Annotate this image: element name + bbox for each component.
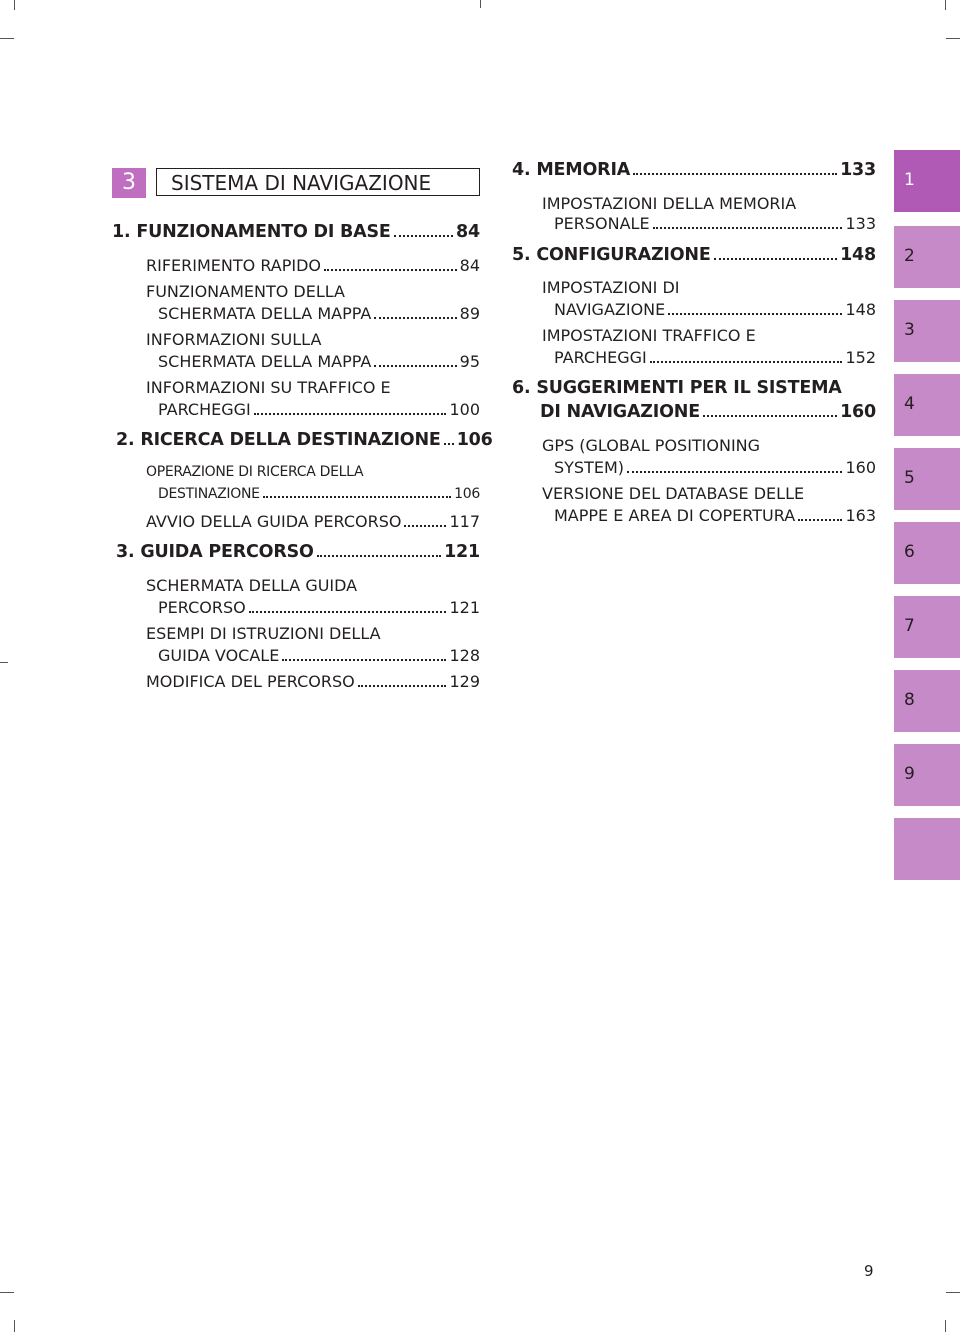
- toc-leader: [650, 361, 843, 363]
- toc-leader: [358, 685, 447, 687]
- toc-label: 5. CONFIGURAZIONE: [512, 245, 711, 265]
- crop-mark: [945, 1320, 946, 1332]
- toc-leader: [444, 443, 454, 445]
- toc-leader: [714, 258, 837, 260]
- toc-entry[interactable]: [158, 304, 480, 323]
- toc-page: 84: [459, 256, 480, 275]
- section-number: 3: [112, 168, 146, 198]
- toc-leader: [703, 415, 837, 417]
- toc-entry-line1: IMPOSTAZIONI DI: [542, 278, 680, 297]
- toc-entry[interactable]: [146, 512, 480, 531]
- crop-mark: [946, 38, 960, 39]
- chapter-tab-7[interactable]: [894, 596, 960, 658]
- toc-page: 84: [456, 222, 480, 242]
- toc-page: 163: [845, 506, 876, 525]
- toc-entry[interactable]: [158, 352, 480, 371]
- toc-entry-line1: INFORMAZIONI SU TRAFFICO E: [146, 378, 391, 397]
- toc-page: 148: [840, 245, 876, 265]
- toc-page: 160: [840, 402, 876, 422]
- toc-entry[interactable]: [158, 598, 480, 617]
- chapter-tab-6[interactable]: [894, 522, 960, 584]
- chapter-tab-5[interactable]: [894, 448, 960, 510]
- chapter-tab-1[interactable]: [894, 150, 960, 212]
- toc-label: DESTINAZIONE: [158, 486, 260, 502]
- toc-chapter-6[interactable]: [540, 402, 876, 422]
- toc-entry-line1: SCHERMATA DELLA GUIDA: [146, 576, 358, 595]
- toc-leader: [633, 173, 837, 175]
- toc-entry[interactable]: [554, 458, 876, 477]
- toc-label: SCHERMATA DELLA MAPPA: [158, 304, 372, 323]
- toc-chapter-2[interactable]: [116, 430, 493, 450]
- toc-leader: [668, 313, 842, 315]
- toc-chapter-6-line1: 6. SUGGERIMENTI PER IL SISTEMA: [512, 378, 842, 398]
- toc-entry[interactable]: [158, 646, 480, 665]
- toc-page: 133: [840, 160, 876, 180]
- toc-leader: [254, 413, 447, 415]
- toc-label: PARCHEGGI: [554, 348, 647, 367]
- crop-mark: [14, 1320, 15, 1332]
- tab-label: 5: [904, 468, 915, 488]
- toc-entry-line1: GPS (GLOBAL POSITIONING: [542, 436, 761, 455]
- toc-page: 106: [454, 486, 480, 502]
- toc-leader: [798, 519, 842, 521]
- tab-label: 3: [904, 320, 915, 340]
- section-title: SISTEMA DI NAVIGAZIONE: [156, 168, 480, 196]
- tab-label: 4: [904, 394, 915, 414]
- toc-label: NAVIGAZIONE: [554, 300, 666, 319]
- toc-chapter-3[interactable]: [116, 542, 480, 562]
- toc-page: 89: [459, 304, 480, 323]
- toc-label: MAPPE E AREA DI COPERTURA: [554, 506, 796, 525]
- crop-mark: [0, 1292, 14, 1293]
- toc-entry[interactable]: [554, 214, 876, 233]
- toc-label: PERCORSO: [158, 598, 246, 617]
- chapter-tab-9[interactable]: [894, 744, 960, 806]
- toc-entry[interactable]: [554, 300, 876, 319]
- crop-mark: [14, 0, 15, 10]
- toc-entry-line1: OPERAZIONE DI RICERCA DELLA: [146, 464, 364, 480]
- crop-mark: [945, 0, 946, 10]
- toc-entry[interactable]: [158, 486, 480, 502]
- toc-page: 148: [845, 300, 876, 319]
- toc-page: 117: [449, 512, 480, 531]
- toc-leader: [317, 555, 441, 557]
- toc-chapter-1[interactable]: [112, 222, 480, 242]
- toc-leader: [249, 611, 447, 613]
- toc-entry-line1: VERSIONE DEL DATABASE DELLE: [542, 484, 805, 503]
- toc-label: DI NAVIGAZIONE: [540, 402, 700, 422]
- chapter-tab-8[interactable]: [894, 670, 960, 732]
- toc-page: 106: [456, 430, 493, 450]
- tab-label: 8: [904, 690, 915, 710]
- toc-label: 1. FUNZIONAMENTO DI BASE: [112, 222, 391, 242]
- toc-leader: [324, 269, 457, 271]
- toc-page: 121: [444, 542, 480, 562]
- toc-entry[interactable]: [146, 672, 480, 691]
- toc-entry-line1: IMPOSTAZIONI TRAFFICO E: [542, 326, 756, 345]
- toc-entry[interactable]: [158, 400, 480, 419]
- crop-mark: [480, 0, 481, 8]
- chapter-tab-2[interactable]: [894, 226, 960, 288]
- toc-page: 100: [449, 400, 480, 419]
- crop-mark: [0, 38, 14, 39]
- chapter-tab-index[interactable]: [894, 818, 960, 880]
- toc-page: 152: [845, 348, 876, 367]
- tab-label: 6: [904, 542, 915, 562]
- toc-label: SYSTEM): [554, 458, 625, 477]
- page-number: 9: [864, 1262, 874, 1280]
- toc-page: 95: [459, 352, 480, 371]
- toc-leader: [404, 525, 446, 527]
- toc-leader: [394, 235, 453, 237]
- crop-mark: [0, 662, 8, 663]
- toc-label: RIFERIMENTO RAPIDO: [146, 256, 322, 275]
- toc-entry-line1: FUNZIONAMENTO DELLA: [146, 282, 345, 301]
- toc-label: 4. MEMORIA: [512, 160, 631, 180]
- toc-label: 2. RICERCA DELLA DESTINAZIONE: [116, 430, 441, 450]
- toc-chapter-4[interactable]: [512, 160, 876, 180]
- toc-label: GUIDA VOCALE: [158, 646, 280, 665]
- tab-label: 7: [904, 616, 915, 636]
- section-header: [112, 168, 480, 198]
- toc-entry[interactable]: [554, 506, 876, 525]
- toc-chapter-5[interactable]: [512, 245, 876, 265]
- toc-leader: [263, 496, 451, 498]
- crop-mark: [946, 1292, 960, 1293]
- toc-entry[interactable]: [554, 348, 876, 367]
- toc-leader: [374, 317, 456, 319]
- toc-label: SCHERMATA DELLA MAPPA: [158, 352, 372, 371]
- toc-page: 121: [449, 598, 480, 617]
- toc-label: AVVIO DELLA GUIDA PERCORSO: [146, 512, 402, 531]
- toc-page: 129: [449, 672, 480, 691]
- tab-label: 1: [904, 170, 915, 190]
- chapter-tab-3[interactable]: [894, 300, 960, 362]
- toc-leader: [627, 471, 842, 473]
- toc-entry-line1: ESEMPI DI ISTRUZIONI DELLA: [146, 624, 381, 643]
- toc-entry-line1: IMPOSTAZIONI DELLA MEMORIA: [542, 194, 797, 213]
- toc-entry[interactable]: [146, 256, 480, 275]
- toc-leader: [282, 659, 446, 661]
- toc-leader: [653, 227, 843, 229]
- toc-label: 3. GUIDA PERCORSO: [116, 542, 314, 562]
- tab-label: 9: [904, 764, 915, 784]
- toc-label: PERSONALE: [554, 214, 650, 233]
- toc-page: 160: [845, 458, 876, 477]
- toc-entry-line1: INFORMAZIONI SULLA: [146, 330, 322, 349]
- toc-page: 128: [449, 646, 480, 665]
- toc-label: MODIFICA DEL PERCORSO: [146, 672, 355, 691]
- toc-leader: [374, 365, 456, 367]
- chapter-tab-4[interactable]: [894, 374, 960, 436]
- tab-label: 2: [904, 246, 915, 266]
- toc-label: PARCHEGGI: [158, 400, 251, 419]
- toc-page: 133: [845, 214, 876, 233]
